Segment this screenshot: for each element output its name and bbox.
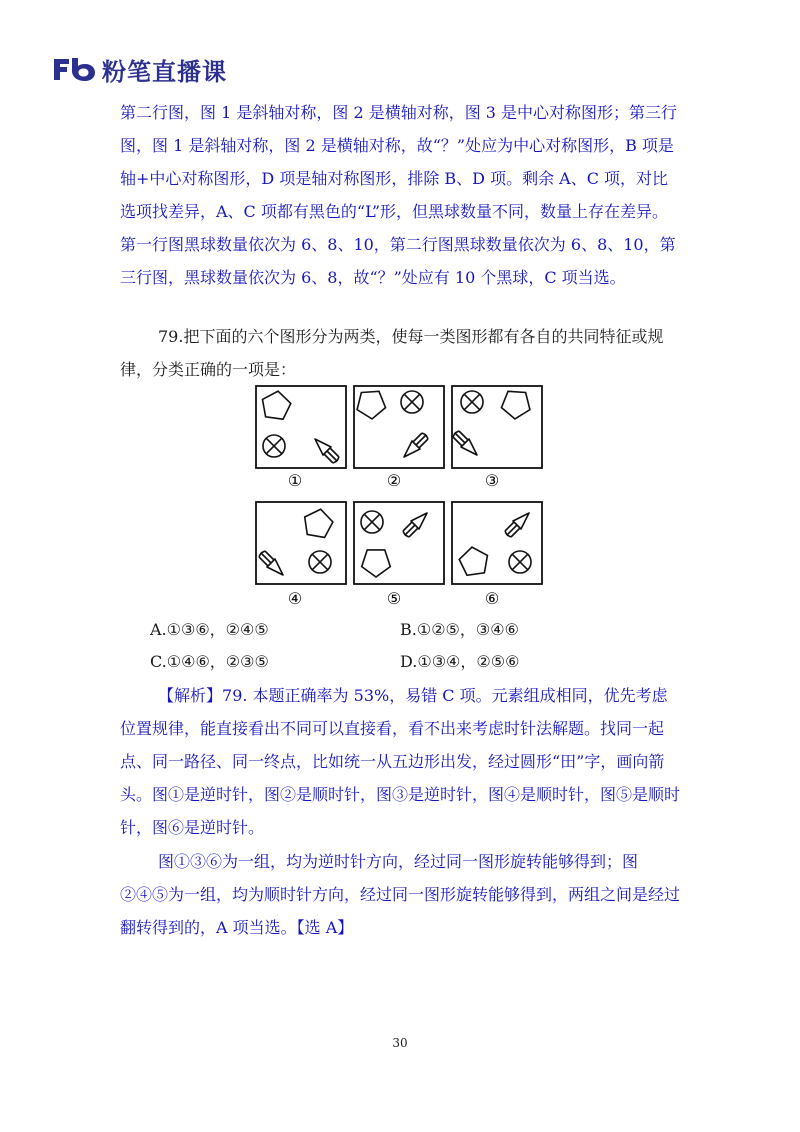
option-b[interactable]: B.①②⑤，③④⑥ bbox=[400, 620, 519, 639]
analysis-paragraph-1 bbox=[120, 679, 680, 844]
figure-3 bbox=[452, 383, 542, 490]
intro-paragraph: 第二行图，图 1 是斜轴对称，图 2 是横轴对称，图 3 是中心对称图形；第三行图，图 1 是斜轴对称，图 2 是横轴对称，故“？”处应为中心对称图形，B 项是轴+中心对称图形，D 项是轴对称图形，排除 B、D 项。剩余 A、C 项，对比选项找差异，A、C 项都有黑色的“L”形，但黑球数量不同，数量上存在差异。第一行图黑球数量依次为 6、8、10，第二行图黑球数量依次为 6、8、10，第三行图，黑球数量依次为 6、8，故“？”处应有 10 个黑球，C 项当选。 bbox=[120, 103, 678, 287]
option-a[interactable]: A.①③⑥，②④⑤ bbox=[150, 620, 269, 639]
answer-label: 【选 A】 bbox=[296, 918, 354, 937]
analysis-paragraph-2 bbox=[120, 845, 680, 944]
fenbi-logo-icon bbox=[52, 56, 98, 82]
analysis-label: 【解析】 bbox=[158, 686, 223, 705]
analysis-text-1: 79. 本题正确率为 53%，易错 C 项。元素组成相同，优先考虑位置规律，能直接看出不同可以直接看，看不出来考虑时针法解题。找同一起点、同一路径、同一终点，比如统一从五边形出发，经过圆形“田”字，画向箭头。图①是逆时针，图②是顺时针，图③是逆时针，图④是顺时针，图⑤是顺时针，图⑥是逆时针。 bbox=[120, 686, 681, 837]
brand-name: 粉笔直播课 bbox=[102, 57, 227, 86]
figure-4 bbox=[256, 502, 346, 608]
page-number: 30 bbox=[392, 1036, 408, 1050]
answer-options bbox=[150, 614, 710, 678]
figure-label-3: ③ bbox=[484, 471, 500, 490]
figure-1 bbox=[256, 386, 346, 490]
analysis-text-2: 图①③⑥为一组，均为逆时针方向，经过同一图形旋转能够得到；图②④⑤为一组，均为顺时针方向，经过同一图形旋转能够得到，两组之间是经过翻转得到的，A 项当选。 bbox=[120, 852, 681, 937]
figure-5 bbox=[354, 502, 444, 608]
figure-6 bbox=[452, 502, 542, 608]
option-d[interactable]: D.①③④，②⑤⑥ bbox=[400, 652, 520, 671]
figure-label-1: ① bbox=[287, 471, 303, 490]
figure-grid bbox=[254, 382, 564, 612]
figure-label-2: ② bbox=[386, 471, 402, 490]
figure-label-5: ⑤ bbox=[386, 589, 402, 608]
figure-label-6: ⑥ bbox=[484, 589, 500, 608]
header bbox=[52, 47, 227, 91]
figures-svg bbox=[254, 382, 564, 612]
figure-label-4: ④ bbox=[287, 589, 303, 608]
option-c[interactable]: C.①④⑥，②③⑤ bbox=[150, 652, 269, 671]
question-text: 79.把下面的六个图形分为两类，使每一类图形都有各自的共同特征或规律，分类正确的一项是： bbox=[120, 327, 664, 379]
figure-2 bbox=[350, 383, 444, 490]
